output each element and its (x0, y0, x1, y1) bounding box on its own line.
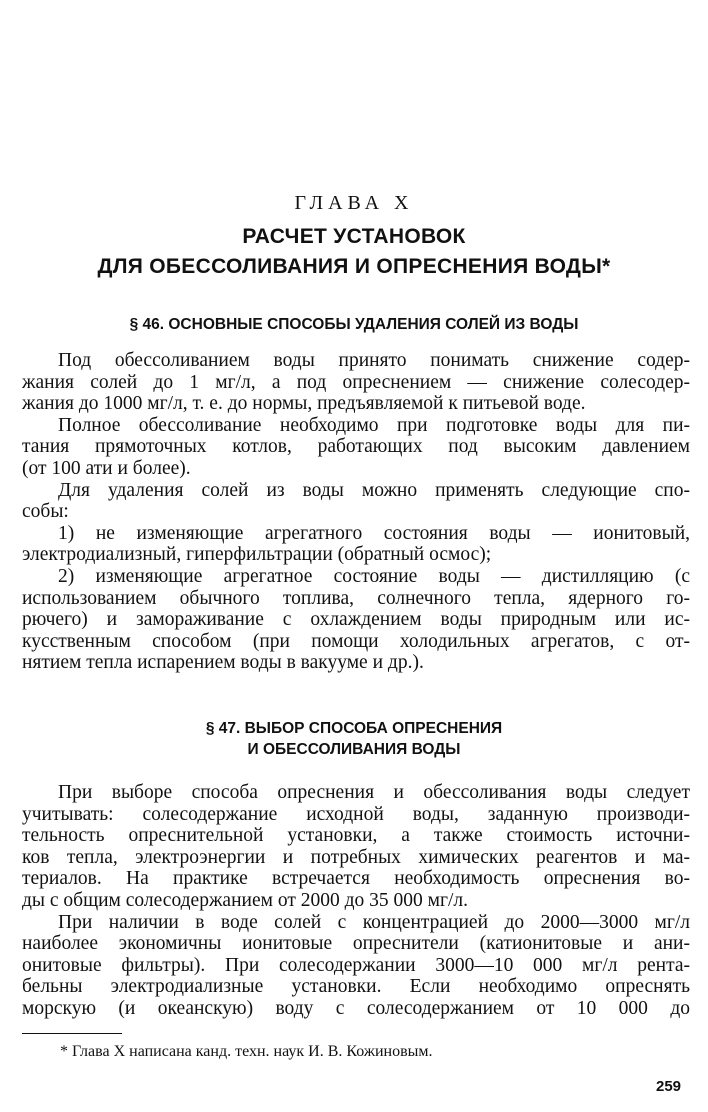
page-number: 259 (656, 1078, 682, 1095)
section-47-body (22, 782, 690, 1020)
text-line: тельность опреснительной установки, а также стоимость источни- (22, 825, 690, 847)
section-46-heading (0, 314, 708, 335)
text-line: жания солей до 1 мг/л, а под опреснением — снижение солесодер- (22, 371, 690, 393)
text-line: 2) изменяющие агрегатное состояние воды — дистилляцию (с (58, 565, 690, 587)
text-line: электродиализный, гиперфильтрации (обратный осмос); (22, 544, 492, 566)
chapter-title-line-2: ДЛЯ ОБЕССОЛИВАНИЯ И ОПРЕСНЕНИЯ ВОДЫ* (97, 255, 611, 278)
text-line: ды с общим солесодержанием от 2000 до 35 000 мг/л. (22, 889, 468, 911)
text-line: онитовые фильтры). При солесодержании 3000—10 000 мг/л рента- (22, 954, 690, 976)
section-47-heading (0, 718, 708, 760)
section-47-heading-line-1: § 47. ВЫБОР СПОСОБА ОПРЕСНЕНИЯ (205, 720, 503, 737)
text-line: Для удаления солей из воды можно применять следующие спо- (58, 479, 690, 501)
text-line: учитывать: солесодержание исходной воды, заданную производи- (22, 803, 690, 825)
text-line: наиболее экономичны ионитовые опреснители (катионитовые и ани- (22, 933, 690, 955)
text-line: (от 100 ати и более). (22, 457, 191, 479)
text-line: При выборе способа опреснения и обессоливания воды следует (58, 782, 690, 803)
text-line: собы: (22, 501, 69, 523)
text-line: При наличии в воде солей с концентрацией до 2000—3000 мг/л (58, 911, 690, 933)
text-line: Под обессоливанием воды принято понимать снижение содер- (58, 350, 690, 371)
chapter-label: ГЛАВА Х (294, 192, 414, 214)
text-line: бельны электродиализные установки. Если необходимо опреснять (22, 976, 690, 998)
text-line: нятием тепла испарением воды в вакууме и др.). (22, 652, 424, 674)
section-46-body (22, 350, 690, 674)
text-line: использованием обычного топлива, солнечного тепла, ядерного го- (22, 587, 690, 609)
section-47-heading-line-2: И ОБЕССОЛИВАНИЯ ВОДЫ (247, 741, 461, 758)
text-line: морскую (и океанскую) воду с солесодержанием от 10 000 до (22, 997, 690, 1019)
chapter-title-line-1: РАСЧЕТ УСТАНОВОК (242, 225, 466, 248)
text-line: Полное обессоливание необходимо при подготовке воды для пи- (58, 414, 690, 436)
text-line: жания до 1000 мг/л, т. е. до нормы, предъявляемой к питьевой воде. (22, 393, 586, 415)
footnote: * Глава X написана канд. техн. наук И. В. Кожиновым. (60, 1043, 433, 1060)
text-line: тания прямоточных котлов, работающих под высоким давлением (22, 436, 690, 458)
text-line: 1) не изменяющие агрегатного состояния воды — ионитовый, (58, 522, 690, 544)
text-line: рючего) и замораживание с охлаждением воды природным или ис- (22, 609, 690, 631)
footnote-rule (22, 1033, 122, 1034)
text-line: кусственным способом (при помощи холодильных агрегатов, с от- (22, 630, 690, 652)
text-line: ков тепла, электроэнергии и потребных химических реагентов и ма- (22, 846, 690, 868)
chapter-title (0, 222, 708, 282)
text-line: териалов. На практике встречается необходимость опреснения во- (22, 868, 690, 890)
section-46-heading-text: § 46. ОСНОВНЫЕ СПОСОБЫ УДАЛЕНИЯ СОЛЕЙ ИЗ ВОДЫ (129, 316, 579, 333)
